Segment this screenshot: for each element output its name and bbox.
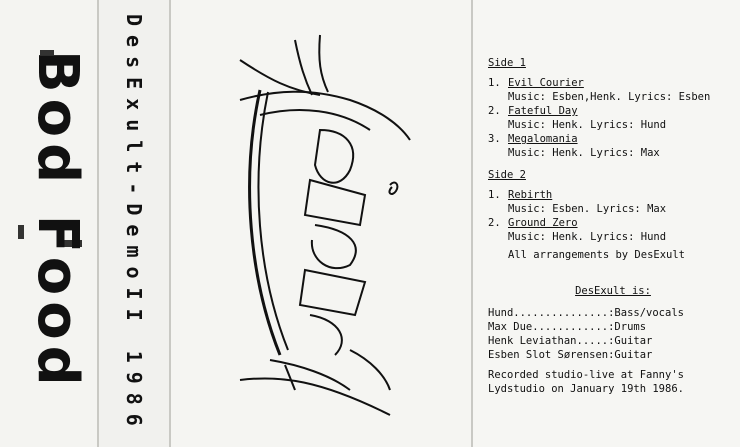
recording-note: Lydstudio on January 19th 1986. [488,383,684,395]
band-lineup-heading: DesExult is: [575,285,651,297]
track-credit: Music: Henk. Lyrics: Max [508,147,660,159]
tracklist [488,56,738,396]
arrangements-note: All arrangements by DesExult [508,249,686,261]
track-credit: Music: Henk. Lyrics: Hund [508,231,667,243]
track-item: 3. Megalomania [488,133,578,145]
spine-subtitle: DesExult-DemoII 1986 [122,14,146,435]
track-credit: Music: Henk. Lyrics: Hund [508,119,667,131]
fold-line [97,0,99,447]
band-member: Hund...............:Bass/vocals [488,307,684,319]
spine-title: Bod Food [25,50,90,392]
track-item: 1. Rebirth [488,189,553,201]
track-credit: Music: Esben,Henk. Lyrics: Esben [508,91,711,103]
track-item: 1. Evil Courier [488,77,584,89]
side1-heading: Side 1 [488,57,526,69]
band-logo-illustration [200,20,430,420]
band-member: Esben Slot Sørensen:Guitar [488,349,653,361]
band-member: Max Due............:Drums [488,321,647,333]
track-item: 2. Ground Zero [488,217,578,229]
track-credit: Music: Esben. Lyrics: Max [508,203,667,215]
ink-smudge [18,225,24,239]
side2-heading: Side 2 [488,169,526,181]
recording-note: Recorded studio-live at Fanny's [488,369,684,381]
fold-line [169,0,171,447]
track-item: 2. Fateful Day [488,105,578,117]
band-member: Henk Leviathan.....:Guitar [488,335,653,347]
fold-line [471,0,473,447]
